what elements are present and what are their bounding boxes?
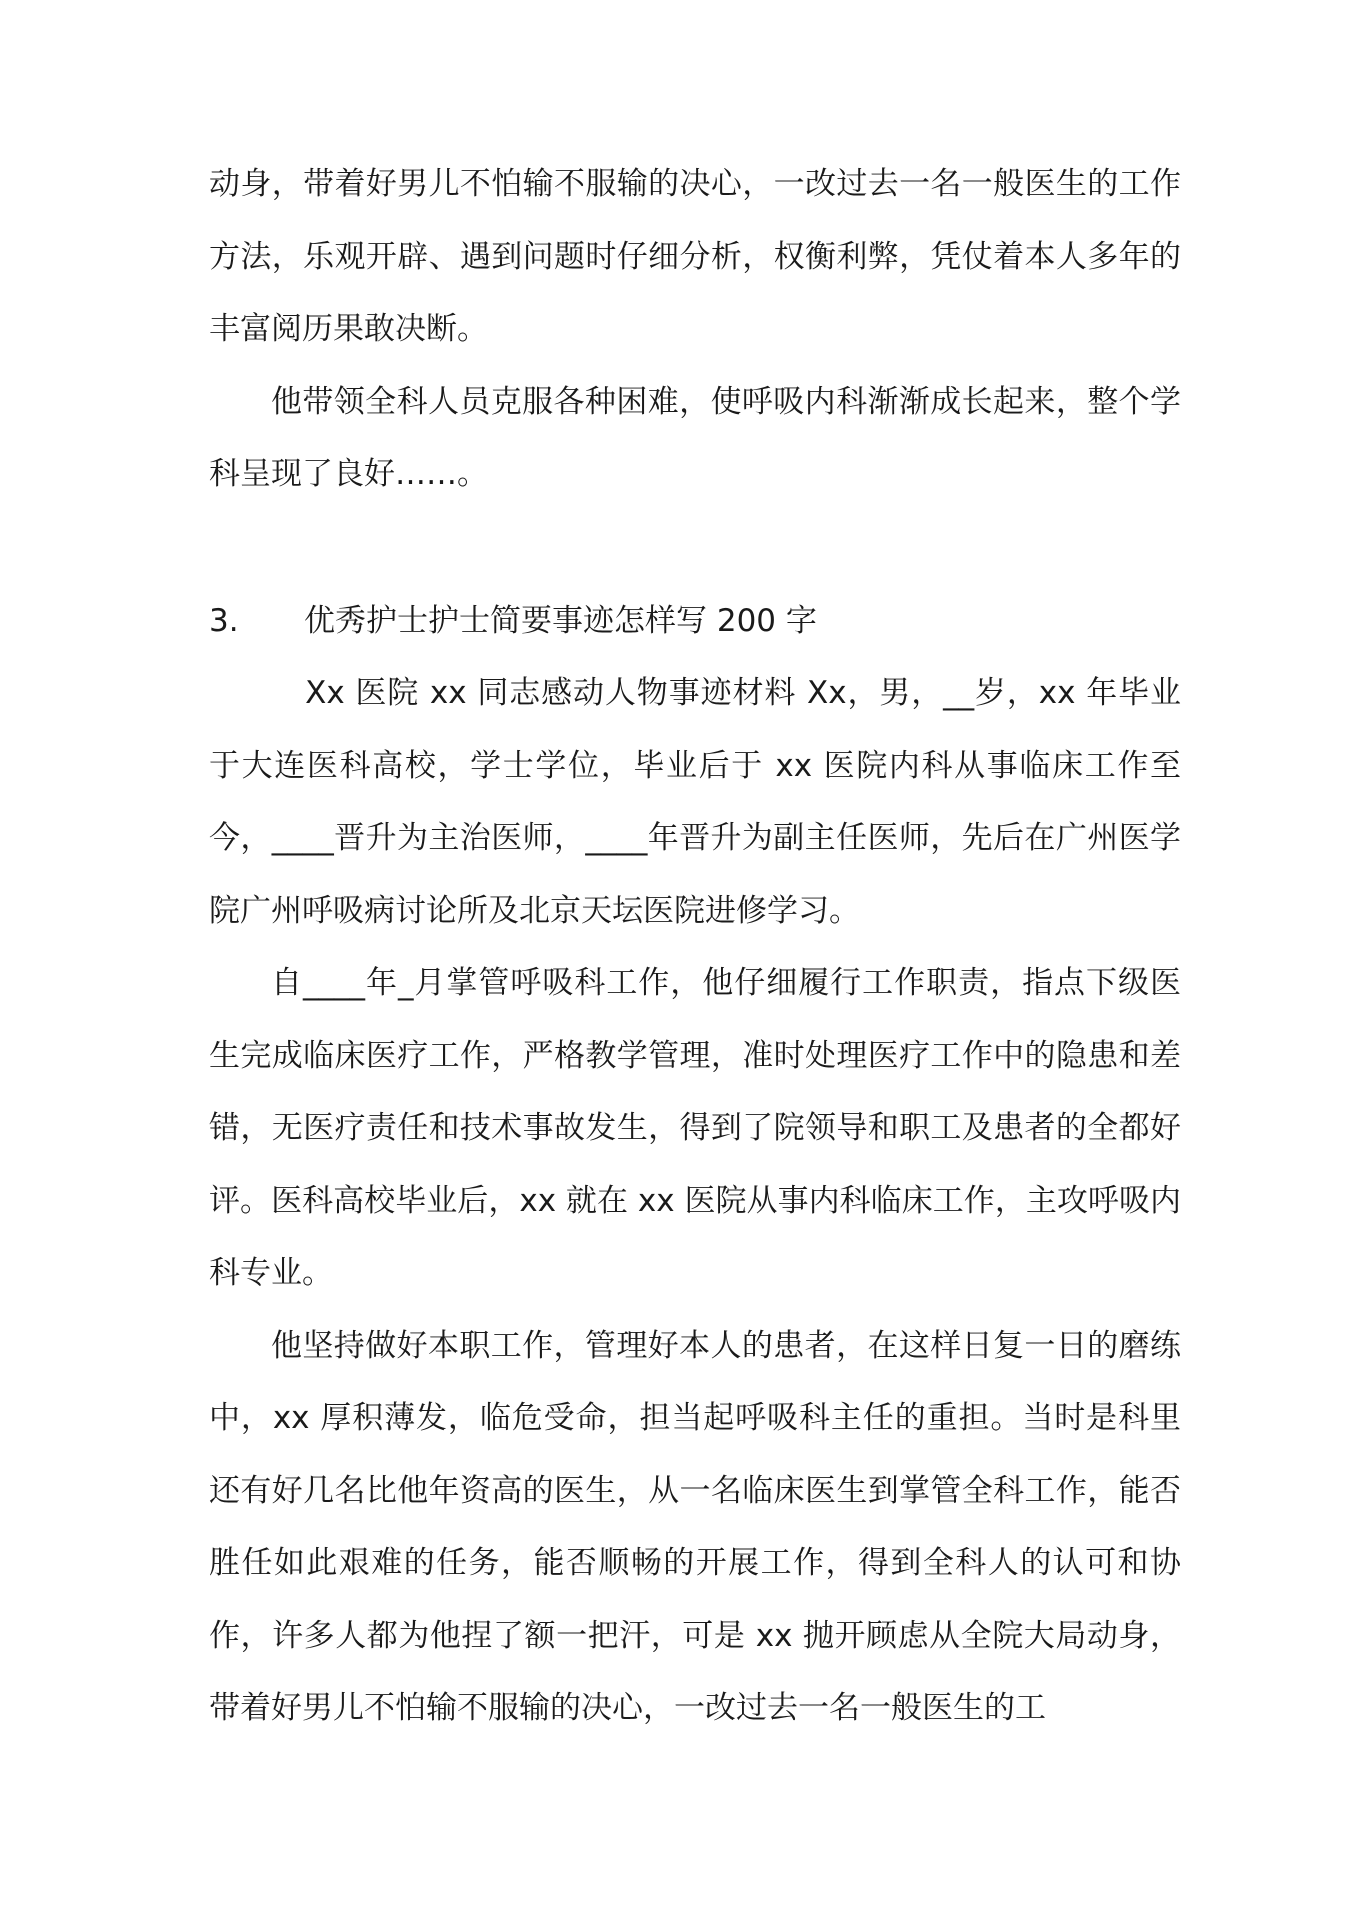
paragraph-continued: 动身，带着好男儿不怕输不服输的决心，一改过去一名一般医生的工作方法，乐观开辟、遇到问题时仔细分析，权衡利弊，凭仗着本人多年的丰富阅历果敢决断。 <box>209 166 1181 347</box>
section-number: 3. <box>209 602 239 639</box>
paragraph-team-growth: 他带领全科人员克服各种困难，使呼吸内科渐渐成长起来，整个学科呈现了良好……。 <box>209 383 1181 492</box>
document-body <box>209 148 1181 1745</box>
paragraph-duties: 自____年_月掌管呼吸科工作，他仔细履行工作职责，指点下级医生完成临床医疗工作，严格教学管理，准时处理医疗工作中的隐患和差错，无医疗责任和技术事故发生，得到了院领导和职工及患者的全都好评。医科高校毕业后，xx 就在 xx 医院从事内科临床工作，主攻呼吸内科专业。 <box>209 965 1181 1291</box>
paragraph-leadership: 他坚持做好本职工作，管理好本人的患者，在这样日复一日的磨练中，xx 厚积薄发，临危受命，担当起呼吸科主任的重担。当时是科里还有好几名比他年资高的医生，从一名临床医生到掌管全科工作，能否胜任如此艰难的任务，能否顺畅的开展工作，得到全科人的认可和协作，许多人都为他捏了额一把汗，可是 xx 抛开顾虑从全院大局动身，带着好男儿不怕输不服输的决心，一改过去一名一般医生的工 <box>209 1327 1181 1726</box>
section-heading <box>209 585 1181 658</box>
paragraph-profile: Xx 医院 xx 同志感动人物事迹材料 Xx，男，__岁，xx 年毕业于大连医科高校，学士学位，毕业后于 xx 医院内科从事临床工作至今，____晋升为主治医师，____年晋升为副主任医师，先后在广州医学院广州呼吸病讨论所及北京天坛医院进修学习。 <box>209 675 1181 929</box>
section-title: 优秀护士护士简要事迹怎样写 200 字 <box>304 602 817 639</box>
